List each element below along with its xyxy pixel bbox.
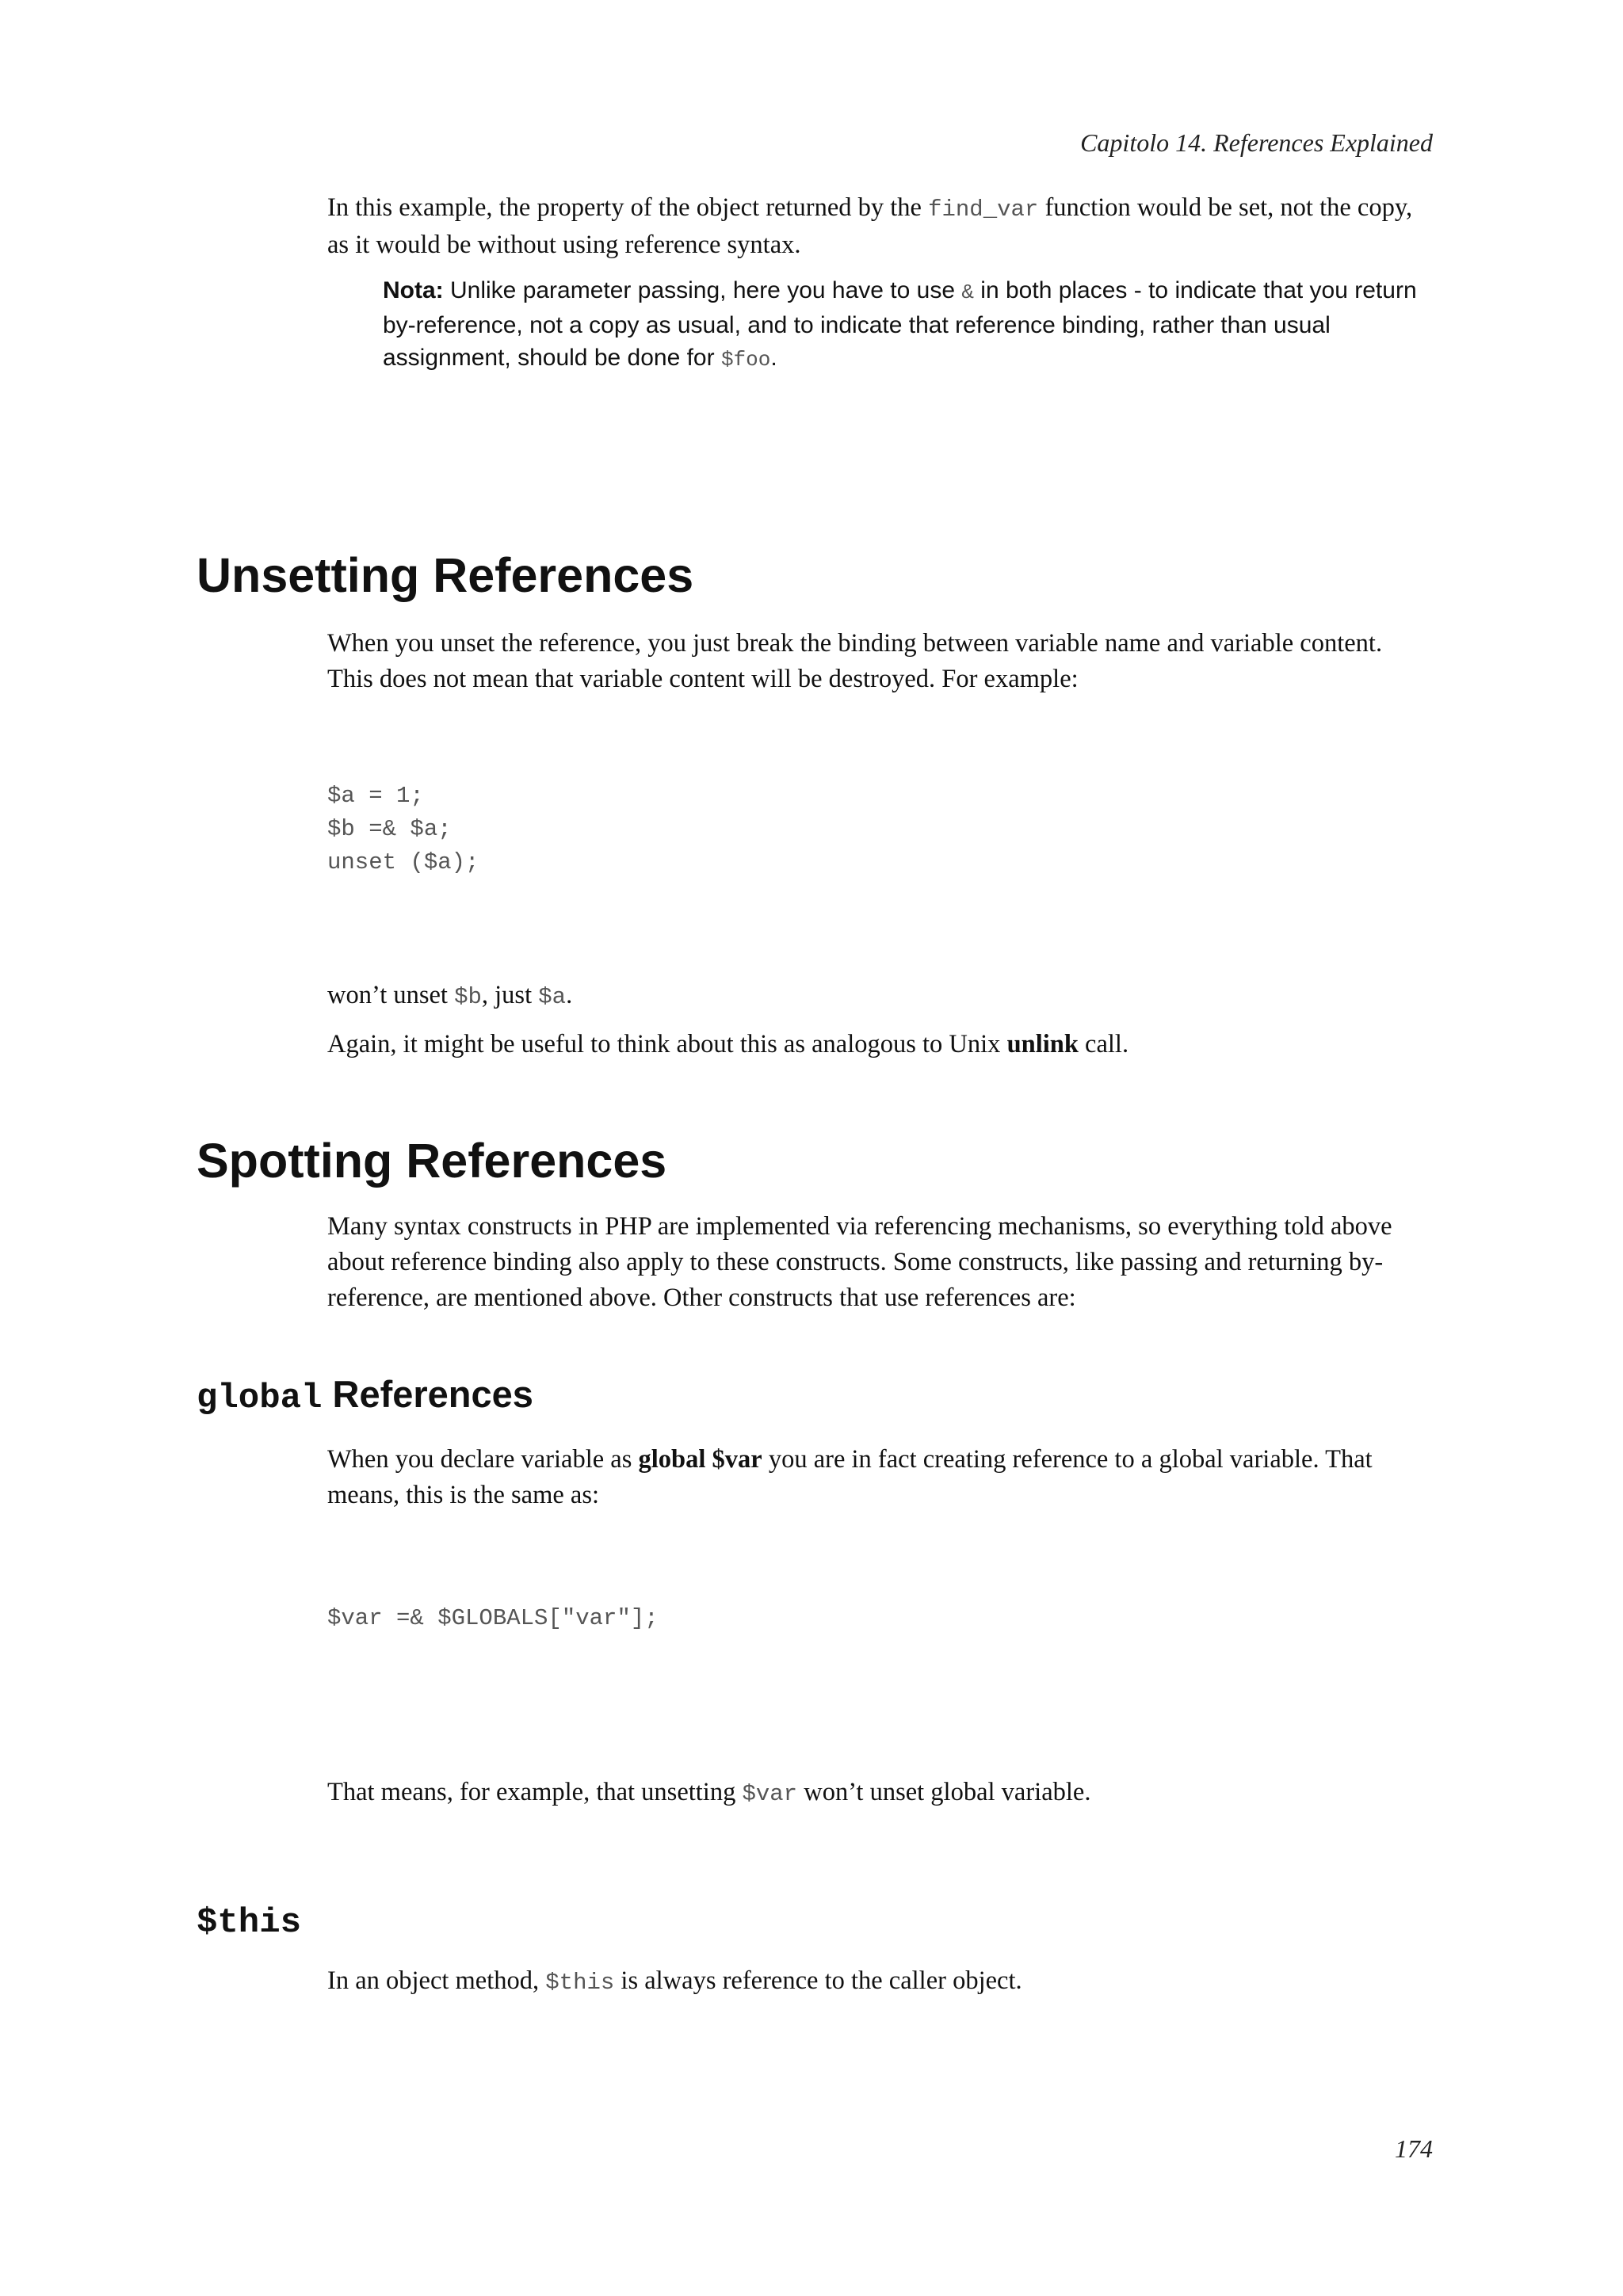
inline-code: & (961, 280, 974, 304)
page-number: 174 (1395, 2134, 1433, 2163)
section-title-unsetting: Unsetting References (197, 548, 694, 602)
section-title-spotting: Spotting References (197, 1134, 667, 1188)
code-block-globals: $var =& $GLOBALS["var"]; (327, 1605, 659, 1631)
note-box: Nota: Unlike parameter passing, here you have to use & in both places - to indicate that you return by-reference, not a copy as usual, and to indicate that reference binding, rather than usual assignment, should be done for $foo. (383, 277, 1417, 372)
intro-paragraph: In this example, the property of the object returned by the find_var function would be set, not the copy, as it would be without using reference syntax. (327, 193, 1413, 259)
subsection-title-this: $this (197, 1903, 302, 1943)
inline-code: $this (545, 1970, 615, 1996)
inline-code: $b (454, 984, 482, 1010)
inline-code: find_var (928, 196, 1039, 223)
inline-code: $foo (720, 348, 771, 372)
this-paragraph: In an object method, $this is always reference to the caller object. (327, 1966, 1022, 1996)
running-header: Capitolo 14. References Explained (1080, 128, 1433, 157)
unsetting-paragraph: When you unset the reference, you just break the binding between variable name and variable content. This does not mean that variable content will be destroyed. For example: (327, 629, 1383, 693)
code-block-unset: $a = 1; $b =& $a; unset ($a); (327, 783, 479, 875)
inline-code: $var (742, 1781, 798, 1807)
unsetting-unlink-note: Again, it might be useful to think about this as analogous to Unix unlink call. (327, 1030, 1129, 1058)
inline-code: $a (538, 984, 567, 1010)
global-paragraph: When you declare variable as global $var you are in fact creating reference to a global variable. That means, this is the same as: (327, 1445, 1373, 1509)
subsection-title-global: global References (197, 1373, 533, 1418)
unsetting-result: won’t unset $b, just $a. (327, 981, 573, 1010)
global-unset-paragraph: That means, for example, that unsetting $var won’t unset global variable. (327, 1778, 1091, 1807)
note-label: Nota: (383, 277, 444, 303)
spotting-paragraph: Many syntax constructs in PHP are implemented via referencing mechanisms, so everything told above about reference binding also apply to these constructs. Some constructs, like passing and returning by-reference, are mentioned above. Other constructs that use references are: (327, 1212, 1392, 1312)
